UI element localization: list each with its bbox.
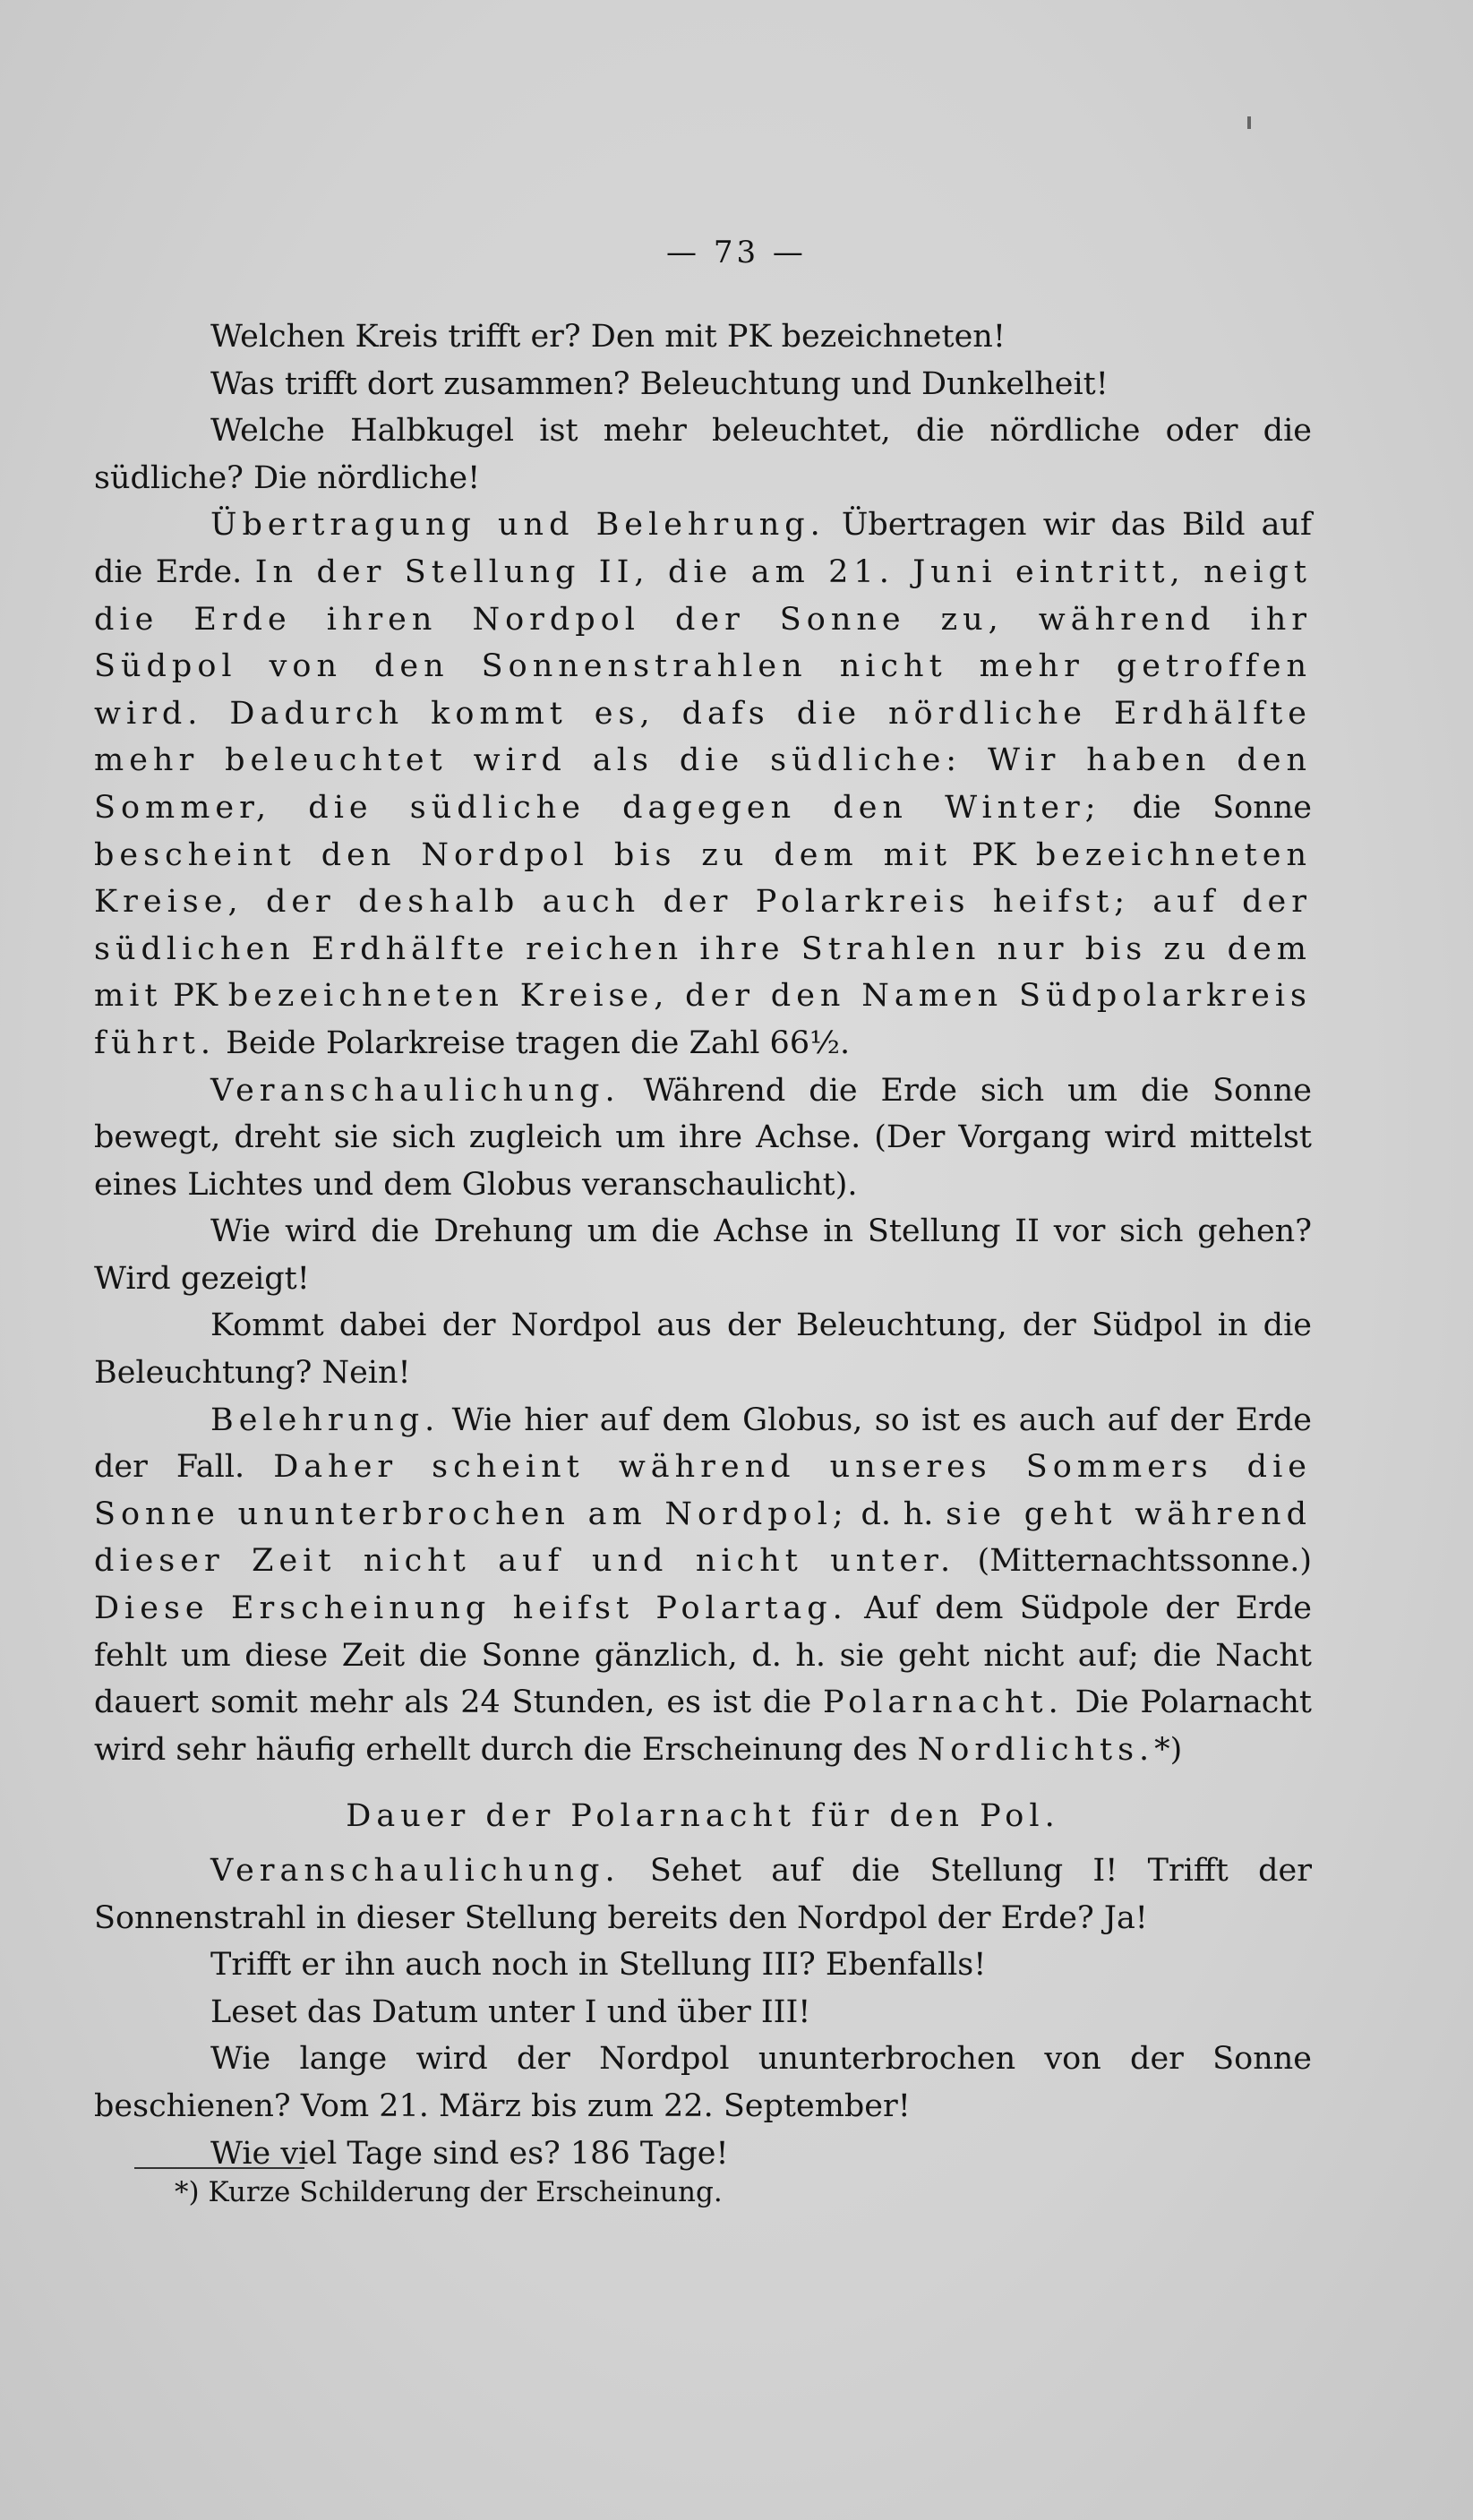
paragraph-13: Wie viel Tage sind es? 186 Tage! bbox=[210, 2135, 729, 2172]
label-veranschaulichung-2: Veranschaulichung. bbox=[210, 1853, 621, 1889]
paper-mark bbox=[1247, 116, 1251, 129]
p4-text-6: bezeichneten Kreise, der deshalb auch der Polarkreis heifst; auf der südlichen Erdhälfte reichen ihre Strahlen nur bis zu dem mit bbox=[94, 836, 1312, 1015]
p8-text-4: sie geht während dieser Zeit nicht auf und nicht unter. bbox=[94, 1496, 1312, 1580]
p4-text-2: In der Stellung II, die am 21. Juni eintritt, neigt die Erde ihren Nordpol der Sonne zu, während ihr Südpol von den Sonnenstrahlen nicht mehr getroffen wird. Dadurch kommt es, dafs die nördliche Erdhälfte mehr beleuchtet wird als die südliche: Wir haben den Sommer, die südliche dagegen den Winter; bbox=[94, 553, 1312, 826]
label-belehrung: Belehrung. bbox=[210, 1401, 441, 1438]
footnote-marker: *) bbox=[1154, 1731, 1183, 1768]
paragraph-3: Welche Halbkugel ist mehr beleuchtet, die nördliche oder die südliche? Die nördliche! bbox=[94, 413, 1312, 496]
p8-text-7: Auf dem Südpole der Erde fehlt um diese Zeit die Sonne gänzlich, d. h. sie geht nicht auf; die Nacht dauert somit mehr als 24 Stunden, es ist die bbox=[94, 1590, 1312, 1721]
p4-text-8: bezeichneten Kreise, der den Namen Südpolarkreis führt. bbox=[94, 978, 1312, 1061]
p4-text-1: Übertragen wir das Bild auf die Erde. bbox=[94, 507, 1312, 590]
p4-text-3: die Sonne bbox=[1132, 789, 1312, 826]
p8-text-6: Diese Erscheinung heifst Polartag. bbox=[94, 1590, 848, 1627]
page-number: — 73 — bbox=[666, 235, 807, 270]
paragraph-11: Leset das Datum unter I und über III! bbox=[210, 1993, 811, 2030]
paragraph-12: Wie lange wird der Nordpol ununterbrochen von der Sonne beschienen? Vom 21. März bis zum 22. September! bbox=[94, 2041, 1312, 2124]
p8-text-10: Nordlichts. bbox=[917, 1731, 1155, 1768]
p4-text-7: PK bbox=[173, 978, 218, 1015]
footnote: *) Kurze Schilderung der Erscheinung. bbox=[175, 2176, 723, 2208]
label-uebertragung: Übertragung und Belehrung. bbox=[210, 507, 826, 544]
p4-text-9: Beide Polarkreise tragen die Zahl 66½. bbox=[226, 1024, 851, 1061]
paragraph-2: Was trifft dort zusammen? Beleuchtung und Dunkelheit! bbox=[210, 365, 1109, 402]
footnote-rule bbox=[134, 2167, 304, 2169]
p8-text-2: Daher scheint während unseres Sommers die Sonne ununterbrochen am Nordpol; bbox=[94, 1449, 1312, 1532]
p8-text-8: Polarnacht. bbox=[823, 1684, 1064, 1721]
p4-text-4: bescheint den Nordpol bis zu dem mit bbox=[94, 836, 953, 873]
section-heading: Dauer der Polarnacht für den Pol. bbox=[346, 1798, 1060, 1835]
paragraph-6: Wie wird die Drehung um die Achse in Stellung II vor sich gehen? Wird gezeigt! bbox=[94, 1213, 1312, 1297]
paragraph-5 bbox=[94, 1067, 1312, 1209]
paragraph-8 bbox=[94, 1397, 1312, 1774]
paragraph-9 bbox=[94, 1847, 1312, 1941]
p9-text: Sehet auf die Stellung I! Trifft der Sonnenstrahl in dieser Stellung bereits den Nordpol der Erde? Ja! bbox=[94, 1853, 1312, 1936]
p8-text-1: Wie hier auf dem Globus, so ist es auch auf der Erde der Fall. bbox=[94, 1401, 1312, 1486]
p5-text: Während die Erde sich um die Sonne bewegt, dreht sie sich zugleich um ihre Achse. (Der Vorgang wird mittelst eines Lichtes und dem Globus veranschaulicht). bbox=[94, 1072, 1312, 1203]
paragraph-7: Kommt dabei der Nordpol aus der Beleuchtung, der Südpol in die Beleuchtung? Nein! bbox=[94, 1307, 1312, 1392]
paragraph-1: Welchen Kreis trifft er? Den mit PK bezeichneten! bbox=[210, 319, 1006, 355]
p8-text-5: (Mitternachtssonne.) bbox=[977, 1543, 1312, 1580]
paragraph-4 bbox=[94, 501, 1312, 1067]
p4-text-5: PK bbox=[972, 836, 1016, 873]
label-veranschaulichung: Veranschaulichung. bbox=[210, 1072, 621, 1109]
body-text bbox=[94, 313, 1312, 2177]
paragraph-10: Trifft er ihn auch noch in Stellung III? Ebenfalls! bbox=[210, 1947, 987, 1984]
p8-text-9: Die Polarnacht wird sehr häufig erhellt durch die Erscheinung des bbox=[94, 1684, 1312, 1768]
p8-text-3: d. h. bbox=[861, 1496, 934, 1532]
